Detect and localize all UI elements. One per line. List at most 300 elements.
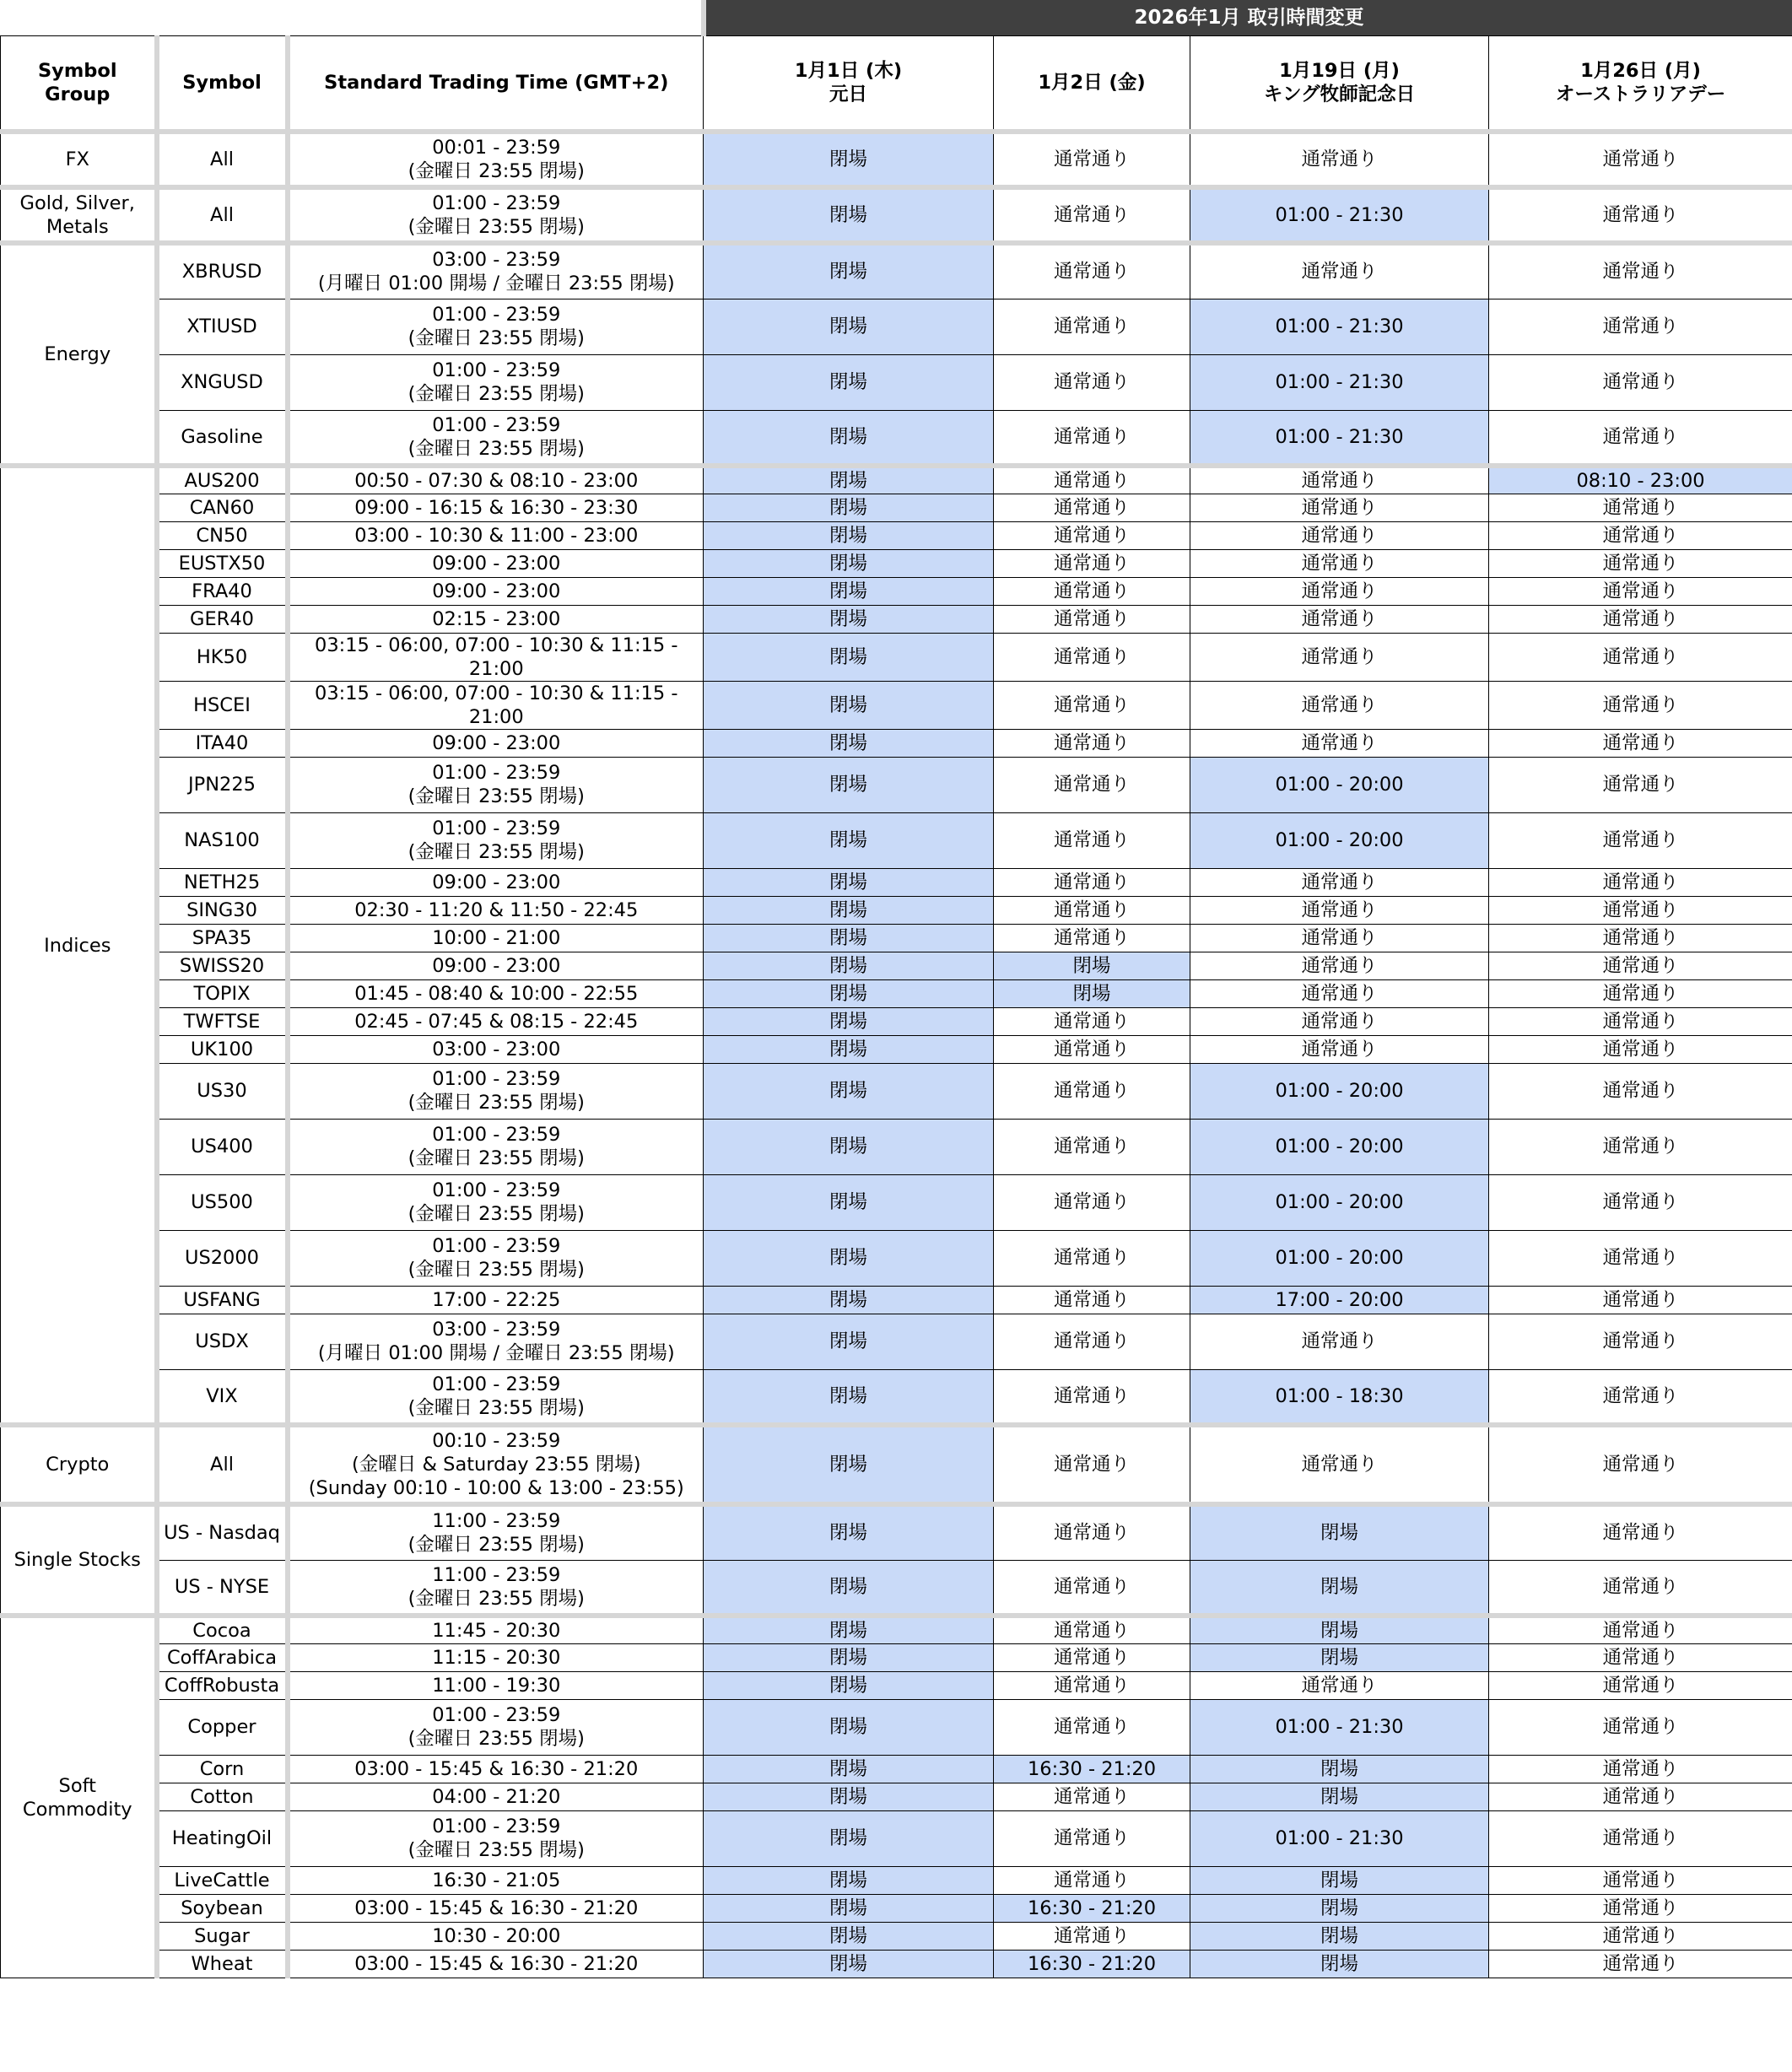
cell-line: 00:50 - 07:30 & 08:10 - 23:00: [354, 469, 639, 492]
table-row: [1, 243, 1792, 299]
cell-line: 17:00 - 22:25: [432, 1288, 561, 1311]
cell-line: 02:45 - 07:45 & 08:15 - 22:45: [354, 1010, 639, 1033]
day-d2: 通常通り: [994, 633, 1190, 681]
cell-line: Gasoline: [181, 425, 263, 448]
day-d2: 通常通り: [994, 187, 1190, 243]
standard-time: [288, 1035, 704, 1063]
day-d3: 01:00 - 20:00: [1190, 757, 1489, 812]
day-d1: 閉場: [704, 187, 994, 243]
day-d1: 閉場: [704, 1560, 994, 1616]
standard-time: [288, 1063, 704, 1119]
day-d4: 通常通り: [1489, 1699, 1792, 1755]
day-d4: 通常通り: [1489, 1950, 1792, 1978]
cell-line: 01:00 - 23:59: [432, 192, 561, 214]
day-d1: 閉場: [704, 681, 994, 729]
cell-line: 09:00 - 23:00: [432, 731, 561, 754]
day-d1: 閉場: [704, 410, 994, 466]
standard-time: [288, 1314, 704, 1369]
cell-line: (金曜日 23:55 閉場): [408, 327, 585, 349]
day-d3: 通常通り: [1190, 979, 1489, 1007]
table-row: [1, 549, 1792, 577]
symbol: [157, 979, 288, 1007]
day-d2: 通常通り: [994, 466, 1190, 494]
day-d4: 通常通り: [1489, 1616, 1792, 1643]
symbol: [157, 1174, 288, 1230]
table-row: [1, 1063, 1792, 1119]
symbol: [157, 605, 288, 633]
symbol-group: [1, 1616, 157, 1978]
table-row: [1, 1950, 1792, 1978]
day-d2: 16:30 - 21:20: [994, 1894, 1190, 1922]
symbol: [157, 299, 288, 354]
cell-line: Crypto: [46, 1454, 110, 1476]
table-row: [1, 896, 1792, 924]
cell-line: 01:00 - 23:59: [432, 1235, 561, 1257]
cell-line: HK50: [196, 645, 248, 668]
table-row: [1, 1755, 1792, 1783]
day-d4: 通常通り: [1489, 605, 1792, 633]
cell-line: 09:00 - 23:00: [432, 871, 561, 893]
symbol: [157, 1616, 288, 1643]
day-d4: 通常通り: [1489, 299, 1792, 354]
cell-line: Energy: [44, 343, 111, 365]
day-d3: 通常通り: [1190, 132, 1489, 187]
day-d3: 通常通り: [1190, 549, 1489, 577]
day-d1: 閉場: [704, 1286, 994, 1314]
day-d2: 通常通り: [994, 1922, 1190, 1950]
standard-time: [288, 924, 704, 952]
day-d4: 通常通り: [1489, 521, 1792, 549]
header-group: Symbol Group: [1, 35, 157, 132]
day-d4: 通常通り: [1489, 633, 1792, 681]
cell-line: 09:00 - 23:00: [432, 552, 561, 575]
day-d4: 通常通り: [1489, 1866, 1792, 1894]
day-d2: 通常通り: [994, 812, 1190, 868]
day-d3: 通常通り: [1190, 1007, 1489, 1035]
day-d3: 通常通り: [1190, 868, 1489, 896]
cell-line: 01:00 - 23:59: [432, 1373, 561, 1395]
cell-line: US2000: [184, 1247, 259, 1269]
cell-line: All: [210, 1454, 234, 1476]
symbol: [157, 868, 288, 896]
cell-line: 02:30 - 11:20 & 11:50 - 22:45: [354, 898, 639, 921]
cell-line: SING30: [186, 898, 257, 921]
day-d2: 通常通り: [994, 1783, 1190, 1810]
table-row: [1, 952, 1792, 979]
day-d2: 通常通り: [994, 681, 1190, 729]
day-d2: 通常通り: [994, 1616, 1190, 1643]
cell-line: 1月26日 (月): [1580, 59, 1701, 82]
day-d4: 通常通り: [1489, 187, 1792, 243]
day-d1: 閉場: [704, 633, 994, 681]
day-d2: 通常通り: [994, 132, 1190, 187]
day-d4: 通常通り: [1489, 1369, 1792, 1425]
standard-time: [288, 1950, 704, 1978]
symbol: [157, 924, 288, 952]
standard-time: [288, 1894, 704, 1922]
day-d4: 通常通り: [1489, 243, 1792, 299]
day-d3: 通常通り: [1190, 521, 1489, 549]
day-d1: 閉場: [704, 549, 994, 577]
day-d1: 閉場: [704, 243, 994, 299]
table-row: [1, 1810, 1792, 1866]
cell-line: (金曜日 23:55 閉場): [408, 1203, 585, 1225]
standard-time: [288, 1810, 704, 1866]
header-d2: [994, 35, 1190, 132]
cell-line: 01:00 - 23:59: [432, 1704, 561, 1726]
standard-time: [288, 1699, 704, 1755]
table-row: [1, 466, 1792, 494]
standard-time: [288, 979, 704, 1007]
standard-time: [288, 896, 704, 924]
banner-row: [1, 0, 1792, 35]
day-d3: 通常通り: [1190, 1035, 1489, 1063]
day-d2: 通常通り: [994, 243, 1190, 299]
standard-time: [288, 1783, 704, 1810]
table-row: [1, 1286, 1792, 1314]
day-d1: 閉場: [704, 1007, 994, 1035]
day-d4: 通常通り: [1489, 729, 1792, 757]
day-d2: 閉場: [994, 979, 1190, 1007]
day-d4: 通常通り: [1489, 681, 1792, 729]
day-d1: 閉場: [704, 1314, 994, 1369]
day-d2: 通常通り: [994, 1866, 1190, 1894]
day-d1: 閉場: [704, 979, 994, 1007]
day-d2: 通常通り: [994, 1286, 1190, 1314]
table-row: [1, 1504, 1792, 1560]
day-d4: 通常通り: [1489, 1643, 1792, 1671]
table-row: [1, 605, 1792, 633]
cell-line: 00:01 - 23:59: [432, 137, 561, 159]
symbol-group: [1, 243, 157, 466]
standard-time: [288, 132, 704, 187]
table-row: [1, 1369, 1792, 1425]
day-d3: 01:00 - 21:30: [1190, 410, 1489, 466]
cell-line: XBRUSD: [181, 261, 262, 283]
symbol: [157, 187, 288, 243]
day-d4: 通常通り: [1489, 757, 1792, 812]
day-d1: 閉場: [704, 1119, 994, 1174]
standard-time: [288, 1560, 704, 1616]
symbol: [157, 132, 288, 187]
cell-line: 01:00 - 23:59: [432, 762, 561, 784]
cell-line: Single Stocks: [13, 1549, 141, 1571]
day-d1: 閉場: [704, 354, 994, 410]
day-d4: 通常通り: [1489, 1286, 1792, 1314]
symbol: [157, 1035, 288, 1063]
symbol: [157, 1063, 288, 1119]
table-row: [1, 1007, 1792, 1035]
day-d4: 通常通り: [1489, 549, 1792, 577]
day-d4: 通常通り: [1489, 952, 1792, 979]
table-row: [1, 354, 1792, 410]
day-d3: 通常通り: [1190, 952, 1489, 979]
table-row: [1, 1643, 1792, 1671]
day-d4: 通常通り: [1489, 1174, 1792, 1230]
cell-line: (金曜日 23:55 閉場): [408, 1534, 585, 1557]
standard-time: [288, 354, 704, 410]
day-d1: 閉場: [704, 757, 994, 812]
symbol-group: [1, 132, 157, 187]
standard-time: [288, 1866, 704, 1894]
day-d2: 16:30 - 21:20: [994, 1950, 1190, 1978]
symbol: [157, 757, 288, 812]
table-row: [1, 1699, 1792, 1755]
standard-time: [288, 812, 704, 868]
day-d2: 通常通り: [994, 577, 1190, 605]
table-row: [1, 299, 1792, 354]
standard-time: [288, 1286, 704, 1314]
day-d1: 閉場: [704, 1616, 994, 1643]
table-row: [1, 132, 1792, 187]
cell-line: 00:10 - 23:59: [432, 1430, 561, 1452]
day-d2: 通常通り: [994, 1699, 1190, 1755]
symbol: [157, 896, 288, 924]
symbol: [157, 243, 288, 299]
day-d3: 通常通り: [1190, 924, 1489, 952]
day-d1: 閉場: [704, 1755, 994, 1783]
symbol: [157, 1699, 288, 1755]
symbol: [157, 1643, 288, 1671]
table-row: [1, 757, 1792, 812]
day-d2: 通常通り: [994, 521, 1190, 549]
standard-time: [288, 577, 704, 605]
table-row: [1, 1922, 1792, 1950]
day-d1: 閉場: [704, 812, 994, 868]
symbol: [157, 1560, 288, 1616]
day-d3: 閉場: [1190, 1755, 1489, 1783]
cell-line: HeatingOil: [171, 1827, 273, 1849]
table-row: [1, 1425, 1792, 1504]
day-d1: 閉場: [704, 299, 994, 354]
standard-time: [288, 187, 704, 243]
banner-title: 2026年1月 取引時間変更: [704, 0, 1792, 35]
day-d1: 閉場: [704, 868, 994, 896]
symbol: [157, 354, 288, 410]
table-row: [1, 868, 1792, 896]
day-d1: 閉場: [704, 1643, 994, 1671]
day-d1: 閉場: [704, 1425, 994, 1504]
symbol: [157, 1755, 288, 1783]
cell-line: (月曜日 01:00 開場 / 金曜日 23:55 閉場): [317, 272, 675, 295]
header-row: [1, 35, 1792, 132]
standard-time: [288, 757, 704, 812]
day-d4: 通常通り: [1489, 1755, 1792, 1783]
day-d3: 01:00 - 20:00: [1190, 1174, 1489, 1230]
cell-line: TWFTSE: [183, 1010, 261, 1033]
standard-time: [288, 868, 704, 896]
cell-line: 1月1日 (木): [794, 59, 903, 82]
cell-line: Metals: [46, 216, 109, 238]
cell-line: 02:15 - 23:00: [432, 607, 561, 630]
day-d3: 01:00 - 20:00: [1190, 1230, 1489, 1286]
day-d2: 通常通り: [994, 1671, 1190, 1699]
cell-line: 09:00 - 23:00: [432, 580, 561, 602]
table-row: [1, 521, 1792, 549]
symbol-group: [1, 1425, 157, 1504]
day-d2: 通常通り: [994, 410, 1190, 466]
standard-time: [288, 1119, 704, 1174]
cell-line: 01:00 - 23:59: [432, 817, 561, 839]
table-row: [1, 979, 1792, 1007]
cell-line: Cotton: [190, 1785, 254, 1808]
header-d4: [1489, 35, 1792, 132]
day-d4: 通常通り: [1489, 1671, 1792, 1699]
day-d1: 閉場: [704, 1922, 994, 1950]
cell-line: (金曜日 23:55 閉場): [408, 160, 585, 182]
cell-line: 01:00 - 23:59: [432, 1124, 561, 1146]
cell-line: (金曜日 23:55 閉場): [408, 841, 585, 863]
table-row: [1, 1671, 1792, 1699]
day-d2: 16:30 - 21:20: [994, 1755, 1190, 1783]
cell-line: (金曜日 23:55 閉場): [408, 1839, 585, 1861]
cell-line: (金曜日 & Saturday 23:55 閉場): [352, 1454, 641, 1476]
cell-line: 11:45 - 20:30: [432, 1619, 561, 1642]
standard-time: [288, 1643, 704, 1671]
cell-line: Gold, Silver,: [19, 192, 135, 214]
cell-line: NETH25: [183, 871, 261, 893]
cell-line: 16:30 - 21:05: [432, 1869, 561, 1891]
symbol: [157, 1504, 288, 1560]
day-d2: 通常通り: [994, 1063, 1190, 1119]
day-d3: 閉場: [1190, 1783, 1489, 1810]
symbol: [157, 1007, 288, 1035]
cell-line: 03:15 - 06:00, 07:00 - 10:30 & 11:15 - 21:00: [315, 682, 678, 728]
day-d1: 閉場: [704, 729, 994, 757]
standard-time: [288, 1922, 704, 1950]
cell-line: TOPIX: [193, 982, 251, 1005]
standard-time: [288, 521, 704, 549]
cell-line: Copper: [187, 1716, 256, 1738]
symbol: [157, 1314, 288, 1369]
day-d2: 通常通り: [994, 354, 1190, 410]
standard-time: [288, 605, 704, 633]
symbol: [157, 577, 288, 605]
day-d3: 通常通り: [1190, 896, 1489, 924]
day-d1: 閉場: [704, 1866, 994, 1894]
cell-line: 03:00 - 23:59: [432, 249, 561, 272]
cell-line: CAN60: [189, 496, 255, 519]
header-d3: [1190, 35, 1489, 132]
day-d3: 01:00 - 21:30: [1190, 187, 1489, 243]
cell-line: Wheat: [191, 1952, 253, 1975]
cell-line: XTIUSD: [186, 316, 257, 337]
cell-line: 09:00 - 16:15 & 16:30 - 23:30: [354, 496, 639, 519]
symbol: [157, 1286, 288, 1314]
table-row: [1, 187, 1792, 243]
table-row: [1, 577, 1792, 605]
cell-line: 03:00 - 15:45 & 16:30 - 21:20: [354, 1897, 639, 1919]
table-row: [1, 1783, 1792, 1810]
symbol: [157, 410, 288, 466]
symbol: [157, 466, 288, 494]
header-symbol: Symbol: [157, 35, 288, 132]
day-d1: 閉場: [704, 577, 994, 605]
day-d4: 通常通り: [1489, 132, 1792, 187]
day-d4: 通常通り: [1489, 494, 1792, 521]
table-row: [1, 681, 1792, 729]
day-d2: 通常通り: [994, 868, 1190, 896]
cell-line: 11:00 - 23:59: [432, 1563, 561, 1586]
day-d3: 閉場: [1190, 1616, 1489, 1643]
day-d3: 01:00 - 20:00: [1190, 812, 1489, 868]
day-d2: 通常通り: [994, 1643, 1190, 1671]
day-d2: 閉場: [994, 952, 1190, 979]
cell-line: US400: [191, 1136, 253, 1157]
cell-line: (金曜日 23:55 閉場): [408, 785, 585, 807]
table-row: [1, 410, 1792, 466]
cell-line: 10:30 - 20:00: [432, 1924, 561, 1947]
standard-time: [288, 1755, 704, 1783]
cell-line: All: [210, 148, 234, 170]
day-d1: 閉場: [704, 952, 994, 979]
day-d1: 閉場: [704, 466, 994, 494]
day-d3: 01:00 - 21:30: [1190, 299, 1489, 354]
day-d3: 通常通り: [1190, 1671, 1489, 1699]
day-d3: 01:00 - 21:30: [1190, 1810, 1489, 1866]
day-d3: 閉場: [1190, 1504, 1489, 1560]
symbol-group: [1, 466, 157, 1425]
day-d1: 閉場: [704, 924, 994, 952]
cell-line: All: [210, 204, 234, 226]
symbol: [157, 1950, 288, 1978]
table-row: [1, 633, 1792, 681]
day-d3: 通常通り: [1190, 1314, 1489, 1369]
cell-line: 1月2日 (金): [1038, 71, 1146, 94]
cell-line: 11:00 - 23:59: [432, 1510, 561, 1533]
day-d3: 01:00 - 18:30: [1190, 1369, 1489, 1425]
table-row: [1, 1230, 1792, 1286]
cell-line: US500: [191, 1191, 253, 1213]
day-d1: 閉場: [704, 1063, 994, 1119]
day-d4: 通常通り: [1489, 1314, 1792, 1369]
cell-line: Sugar: [194, 1924, 250, 1947]
standard-time: [288, 410, 704, 466]
table-row: [1, 1894, 1792, 1922]
day-d3: 01:00 - 21:30: [1190, 1699, 1489, 1755]
standard-time: [288, 952, 704, 979]
table-row: [1, 1119, 1792, 1174]
cell-line: 03:00 - 15:45 & 16:30 - 21:20: [354, 1952, 639, 1975]
day-d1: 閉場: [704, 1671, 994, 1699]
cell-line: 01:00 - 23:59: [432, 1816, 561, 1837]
cell-line: 04:00 - 21:20: [432, 1785, 561, 1808]
table-row: [1, 1560, 1792, 1616]
day-d4: 通常通り: [1489, 354, 1792, 410]
day-d4: 通常通り: [1489, 1119, 1792, 1174]
cell-line: JPN225: [188, 774, 256, 796]
symbol-group: [1, 1504, 157, 1616]
day-d1: 閉場: [704, 521, 994, 549]
header-d1: [704, 35, 994, 132]
day-d3: 通常通り: [1190, 466, 1489, 494]
cell-line: (Sunday 00:10 - 10:00 & 13:00 - 23:55): [308, 1477, 684, 1499]
day-d1: 閉場: [704, 1699, 994, 1755]
symbol: [157, 1119, 288, 1174]
day-d3: 通常通り: [1190, 729, 1489, 757]
day-d4: 通常通り: [1489, 1922, 1792, 1950]
day-d4: 08:10 - 23:00: [1489, 466, 1792, 494]
standard-time: [288, 1369, 704, 1425]
cell-line: オーストラリアデー: [1555, 83, 1726, 105]
cell-line: HSCEI: [193, 693, 251, 716]
standard-time: [288, 1007, 704, 1035]
day-d1: 閉場: [704, 1894, 994, 1922]
symbol: [157, 494, 288, 521]
day-d4: 通常通り: [1489, 1783, 1792, 1810]
cell-line: 03:00 - 10:30 & 11:00 - 23:00: [354, 524, 639, 547]
cell-line: 03:00 - 15:45 & 16:30 - 21:20: [354, 1757, 639, 1780]
